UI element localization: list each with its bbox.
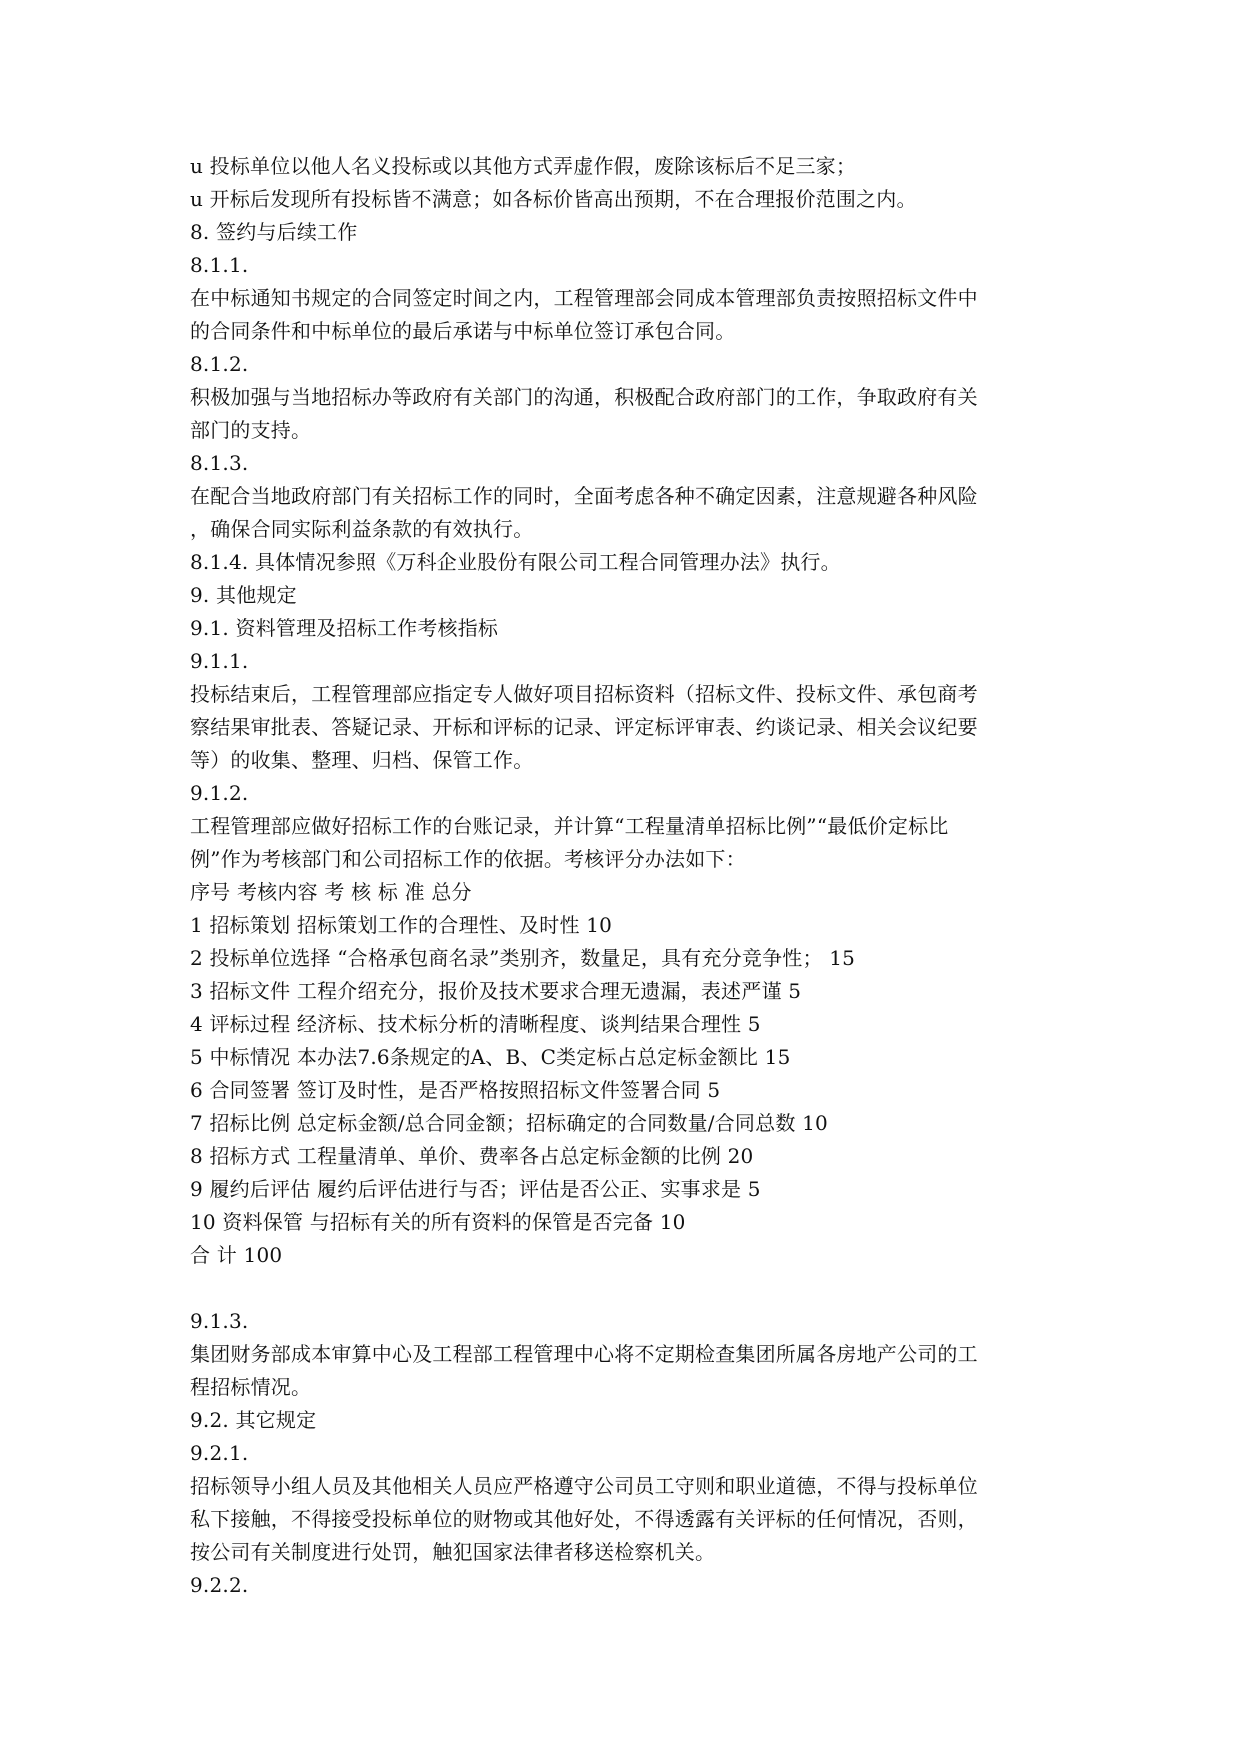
blank-line: [190, 1272, 1070, 1305]
text-line: 8.1.4. 具体情况参照《万科企业股份有限公司工程合同管理办法》执行。: [190, 550, 841, 574]
text-line: 8.1.2.: [190, 352, 249, 376]
text-line: u 投标单位以他人名义投标或以其他方式弄虚作假，废除该标后不足三家；: [190, 154, 857, 178]
text-line: 1 招标策划 招标策划工作的合理性、及时性 10: [190, 913, 613, 937]
text-line: 程招标情况。: [190, 1375, 312, 1399]
text-line: 9. 其他规定: [190, 583, 297, 607]
text-line: 工程管理部应做好招标工作的台账记录，并计算“工程量清单招标比例”“最低价定标比: [190, 814, 949, 838]
text-line: 9.2. 其它规定: [190, 1408, 317, 1432]
text-line: ，确保合同实际利益条款的有效执行。: [190, 517, 534, 541]
text-line: 8. 签约与后续工作: [190, 220, 358, 244]
text-line: 积极加强与当地招标办等政府有关部门的沟通，积极配合政府部门的工作，争取政府有关: [190, 385, 978, 409]
text-line: 8 招标方式 工程量清单、单价、费率各占总定标金额的比例 20: [190, 1144, 754, 1168]
text-line: 9.1.1.: [190, 649, 249, 673]
text-line: 9.2.2.: [190, 1573, 249, 1597]
text-line: 9.2.1.: [190, 1441, 249, 1465]
text-line: 10 资料保管 与招标有关的所有资料的保管是否完备 10: [190, 1210, 686, 1234]
text-line: 3 招标文件 工程介绍充分，报价及技术要求合理无遗漏，表述严谨 5: [190, 979, 802, 1003]
text-line: 5 中标情况 本办法7.6条规定的A、B、C类定标占总定标金额比 15: [190, 1045, 791, 1069]
text-line: 8.1.3.: [190, 451, 249, 475]
text-line: 2 投标单位选择 “合格承包商名录”类别齐，数量足，具有充分竞争性； 15: [190, 946, 856, 970]
text-line: 合 计 100: [190, 1243, 283, 1267]
text-line: u 开标后发现所有投标皆不满意；如各标价皆高出预期，不在合理报价范围之内。: [190, 187, 917, 211]
text-line: 9.1. 资料管理及招标工作考核指标: [190, 616, 499, 640]
text-line: 6 合同签署 签订及时性，是否严格按照招标文件签署合同 5: [190, 1078, 721, 1102]
text-line: 按公司有关制度进行处罚，触犯国家法律者移送检察机关。: [190, 1540, 716, 1564]
document-body: [190, 150, 1070, 1602]
text-line: 私下接触，不得接受投标单位的财物或其他好处，不得透露有关评标的任何情况，否则，: [190, 1507, 978, 1531]
text-line: 序号 考核内容 考 核 标 准 总分: [190, 880, 472, 904]
text-line: 招标领导小组人员及其他相关人员应严格遵守公司员工守则和职业道德，不得与投标单位: [190, 1474, 978, 1498]
text-line: 9.1.3.: [190, 1309, 249, 1333]
text-line: 投标结束后，工程管理部应指定专人做好项目招标资料（招标文件、投标文件、承包商考: [190, 682, 978, 706]
text-line: 7 招标比例 总定标金额/总合同金额；招标确定的合同数量/合同总数 10: [190, 1111, 828, 1135]
text-line: 8.1.1.: [190, 253, 249, 277]
text-line: 等）的收集、整理、归档、保管工作。: [190, 748, 534, 772]
text-line: 的合同条件和中标单位的最后承诺与中标单位签订承包合同。: [190, 319, 736, 343]
text-line: 集团财务部成本审算中心及工程部工程管理中心将不定期检查集团所属各房地产公司的工: [190, 1342, 978, 1366]
text-line: 例”作为考核部门和公司招标工作的依据。考核评分办法如下：: [190, 847, 746, 871]
text-line: 在配合当地政府部门有关招标工作的同时，全面考虑各种不确定因素，注意规避各种风险: [190, 484, 978, 508]
text-line: 4 评标过程 经济标、技术标分析的清晰程度、谈判结果合理性 5: [190, 1012, 761, 1036]
text-line: 部门的支持。: [190, 418, 312, 442]
text-line: 察结果审批表、答疑记录、开标和评标的记录、评定标评审表、约谈记录、相关会议纪要: [190, 715, 978, 739]
text-line: 9 履约后评估 履约后评估进行与否；评估是否公正、实事求是 5: [190, 1177, 761, 1201]
text-line: 9.1.2.: [190, 781, 249, 805]
text-line: 在中标通知书规定的合同签定时间之内，工程管理部会同成本管理部负责按照招标文件中: [190, 286, 978, 310]
